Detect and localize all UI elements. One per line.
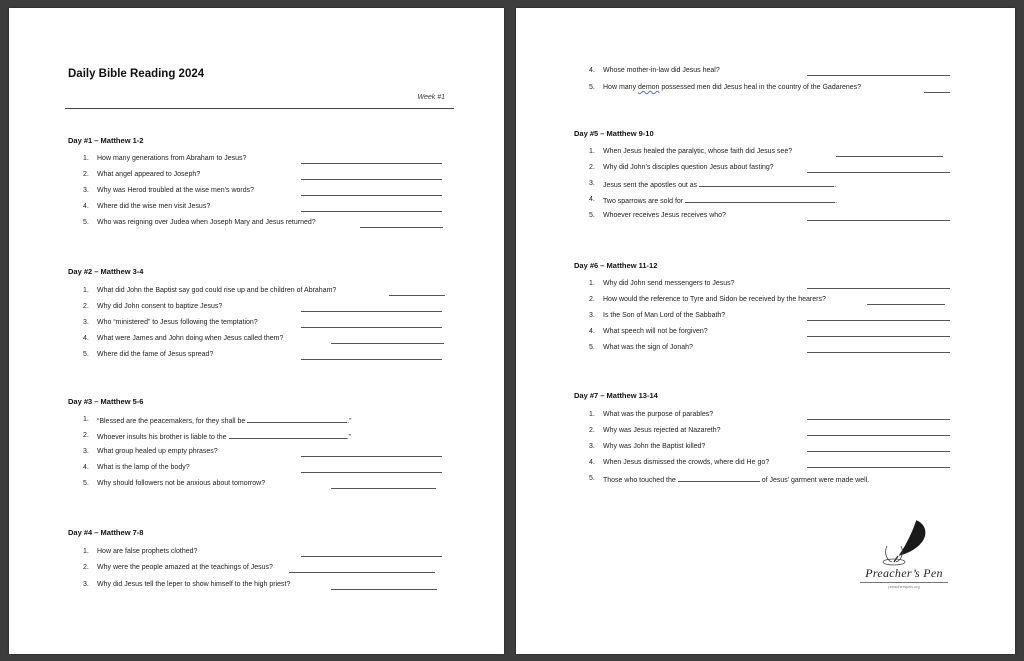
day-heading: Day #7 – Matthew 13-14 bbox=[574, 391, 658, 400]
answer-blank[interactable] bbox=[807, 352, 950, 353]
answer-blank[interactable] bbox=[301, 163, 442, 164]
answer-blank[interactable] bbox=[678, 474, 760, 482]
answer-blank[interactable] bbox=[807, 75, 950, 76]
question-item: 5. What was the sign of Jonah? bbox=[516, 343, 1015, 353]
question-item: 5. Who was reigning over Judea when Joseph Mary and Jesus returned? bbox=[9, 218, 504, 228]
answer-blank[interactable] bbox=[807, 220, 950, 221]
answer-blank[interactable] bbox=[289, 572, 435, 573]
question-item: 4. What speech will not be forgiven? bbox=[516, 327, 1015, 337]
question-item: 5. Where did the fame of Jesus spread? bbox=[9, 350, 504, 360]
answer-blank[interactable] bbox=[301, 456, 442, 457]
question-item: 5. How many demon possessed men did Jesus heal in the country of the Gadarenes? bbox=[516, 83, 1015, 93]
answer-blank[interactable] bbox=[389, 295, 445, 296]
logo-url: preacherspen.org bbox=[888, 584, 920, 589]
answer-blank[interactable] bbox=[360, 227, 443, 228]
answer-blank[interactable] bbox=[836, 156, 943, 157]
question-item: 2. What angel appeared to Joseph? bbox=[9, 170, 504, 180]
question-item: 4. What is the lamp of the body? bbox=[9, 463, 504, 473]
answer-blank[interactable] bbox=[807, 419, 950, 420]
question-item: 1. Why did John send messengers to Jesus? bbox=[516, 279, 1015, 289]
day-heading: Day #5 – Matthew 9-10 bbox=[574, 129, 654, 138]
question-item: 5. Why should followers not be anxious about tomorrow? bbox=[9, 479, 504, 489]
day-heading: Day #1 – Matthew 1-2 bbox=[68, 136, 144, 145]
preachers-pen-logo bbox=[854, 516, 954, 591]
answer-blank[interactable] bbox=[331, 488, 436, 489]
worksheet-page-1 bbox=[9, 8, 504, 654]
question-item: 1. What did John the Baptist say god could rise up and be children of Abraham? bbox=[9, 286, 504, 296]
answer-blank[interactable] bbox=[301, 359, 442, 360]
question-item: 2. Why did John’s disciples question Jesus about fasting? bbox=[516, 163, 1015, 173]
day-heading: Day #4 – Matthew 7-8 bbox=[68, 528, 144, 537]
answer-blank[interactable] bbox=[807, 288, 950, 289]
document-title: Daily Bible Reading 2024 bbox=[68, 68, 205, 80]
question-item: 2. Why did John consent to baptize Jesus? bbox=[9, 302, 504, 312]
answer-blank[interactable] bbox=[867, 304, 945, 305]
question-item: 1. How many generations from Abraham to Jesus? bbox=[9, 154, 504, 164]
question-item: 4. Two sparrows are sold for . bbox=[589, 196, 838, 205]
answer-blank[interactable] bbox=[247, 415, 347, 423]
question-item: 2. Whoever insults his brother is liable to the .” bbox=[83, 432, 351, 441]
answer-blank[interactable] bbox=[229, 431, 347, 439]
question-item: 3. Who “ministered” to Jesus following the temptation? bbox=[9, 318, 504, 328]
question-item: 1. When Jesus healed the paralytic, whose faith did Jesus see? bbox=[516, 147, 1015, 157]
question-item: 3. Is the Son of Man Lord of the Sabbath? bbox=[516, 311, 1015, 321]
question-item: 1. What was the purpose of parables? bbox=[516, 410, 1015, 420]
question-item: 2. Why were the people amazed at the teachings of Jesus? bbox=[9, 563, 504, 573]
logo-divider bbox=[860, 582, 948, 583]
question-item: 4. Whose mother-in-law did Jesus heal? bbox=[516, 66, 1015, 76]
answer-blank[interactable] bbox=[331, 343, 444, 344]
question-item: 2. Why was Jesus rejected at Nazareth? bbox=[516, 426, 1015, 436]
answer-blank[interactable] bbox=[807, 435, 950, 436]
question-item: 5. Whoever receives Jesus receives who? bbox=[516, 211, 1015, 221]
quill-pen-icon bbox=[854, 516, 954, 568]
answer-blank[interactable] bbox=[301, 195, 442, 196]
question-item: 1. “Blessed are the peacemakers, for they shall be .” bbox=[83, 416, 352, 425]
question-item: 4. What were James and John doing when Jesus called them? bbox=[9, 334, 504, 344]
title-divider bbox=[65, 108, 454, 109]
question-item: 4. When Jesus dismissed the crowds, where did He go? bbox=[516, 458, 1015, 468]
answer-blank[interactable] bbox=[685, 195, 835, 203]
question-item: 1. How are false prophets clothed? bbox=[9, 547, 504, 557]
worksheet-page-2 bbox=[516, 8, 1015, 654]
answer-blank[interactable] bbox=[807, 451, 950, 452]
answer-blank[interactable] bbox=[807, 336, 950, 337]
answer-blank[interactable] bbox=[301, 211, 442, 212]
answer-blank[interactable] bbox=[807, 467, 950, 468]
question-item: 3. Why was John the Baptist killed? bbox=[516, 442, 1015, 452]
answer-blank[interactable] bbox=[807, 172, 950, 173]
question-item: 4. Where did the wise men visit Jesus? bbox=[9, 202, 504, 212]
answer-blank[interactable] bbox=[699, 179, 834, 187]
day-heading: Day #3 – Matthew 5-6 bbox=[68, 397, 144, 406]
answer-blank[interactable] bbox=[301, 556, 442, 557]
answer-blank[interactable] bbox=[301, 311, 442, 312]
answer-blank[interactable] bbox=[331, 589, 437, 590]
answer-blank[interactable] bbox=[301, 472, 442, 473]
question-item: 5. Those who touched the of Jesus’ garment were made well. bbox=[589, 475, 870, 484]
answer-blank[interactable] bbox=[924, 92, 950, 93]
question-item: 2. How would the reference to Tyre and Sidon be received by the hearers? bbox=[516, 295, 1015, 305]
question-item: 3. What group healed up empty phrases? bbox=[9, 447, 504, 457]
question-item: 3. Why did Jesus tell the leper to show himself to the high priest? bbox=[9, 580, 504, 590]
day-heading: Day #6 – Matthew 11-12 bbox=[574, 261, 658, 270]
week-label: Week #1 bbox=[417, 94, 445, 101]
answer-blank[interactable] bbox=[301, 327, 442, 328]
question-item: 3. Jesus sent the apostles out as . bbox=[589, 180, 837, 189]
question-item: 3. Why was Herod troubled at the wise men’s words? bbox=[9, 186, 504, 196]
answer-blank[interactable] bbox=[807, 320, 950, 321]
answer-blank[interactable] bbox=[301, 179, 442, 180]
day-heading: Day #2 – Matthew 3-4 bbox=[68, 267, 144, 276]
logo-name: Preacher’s Pen bbox=[865, 566, 943, 580]
